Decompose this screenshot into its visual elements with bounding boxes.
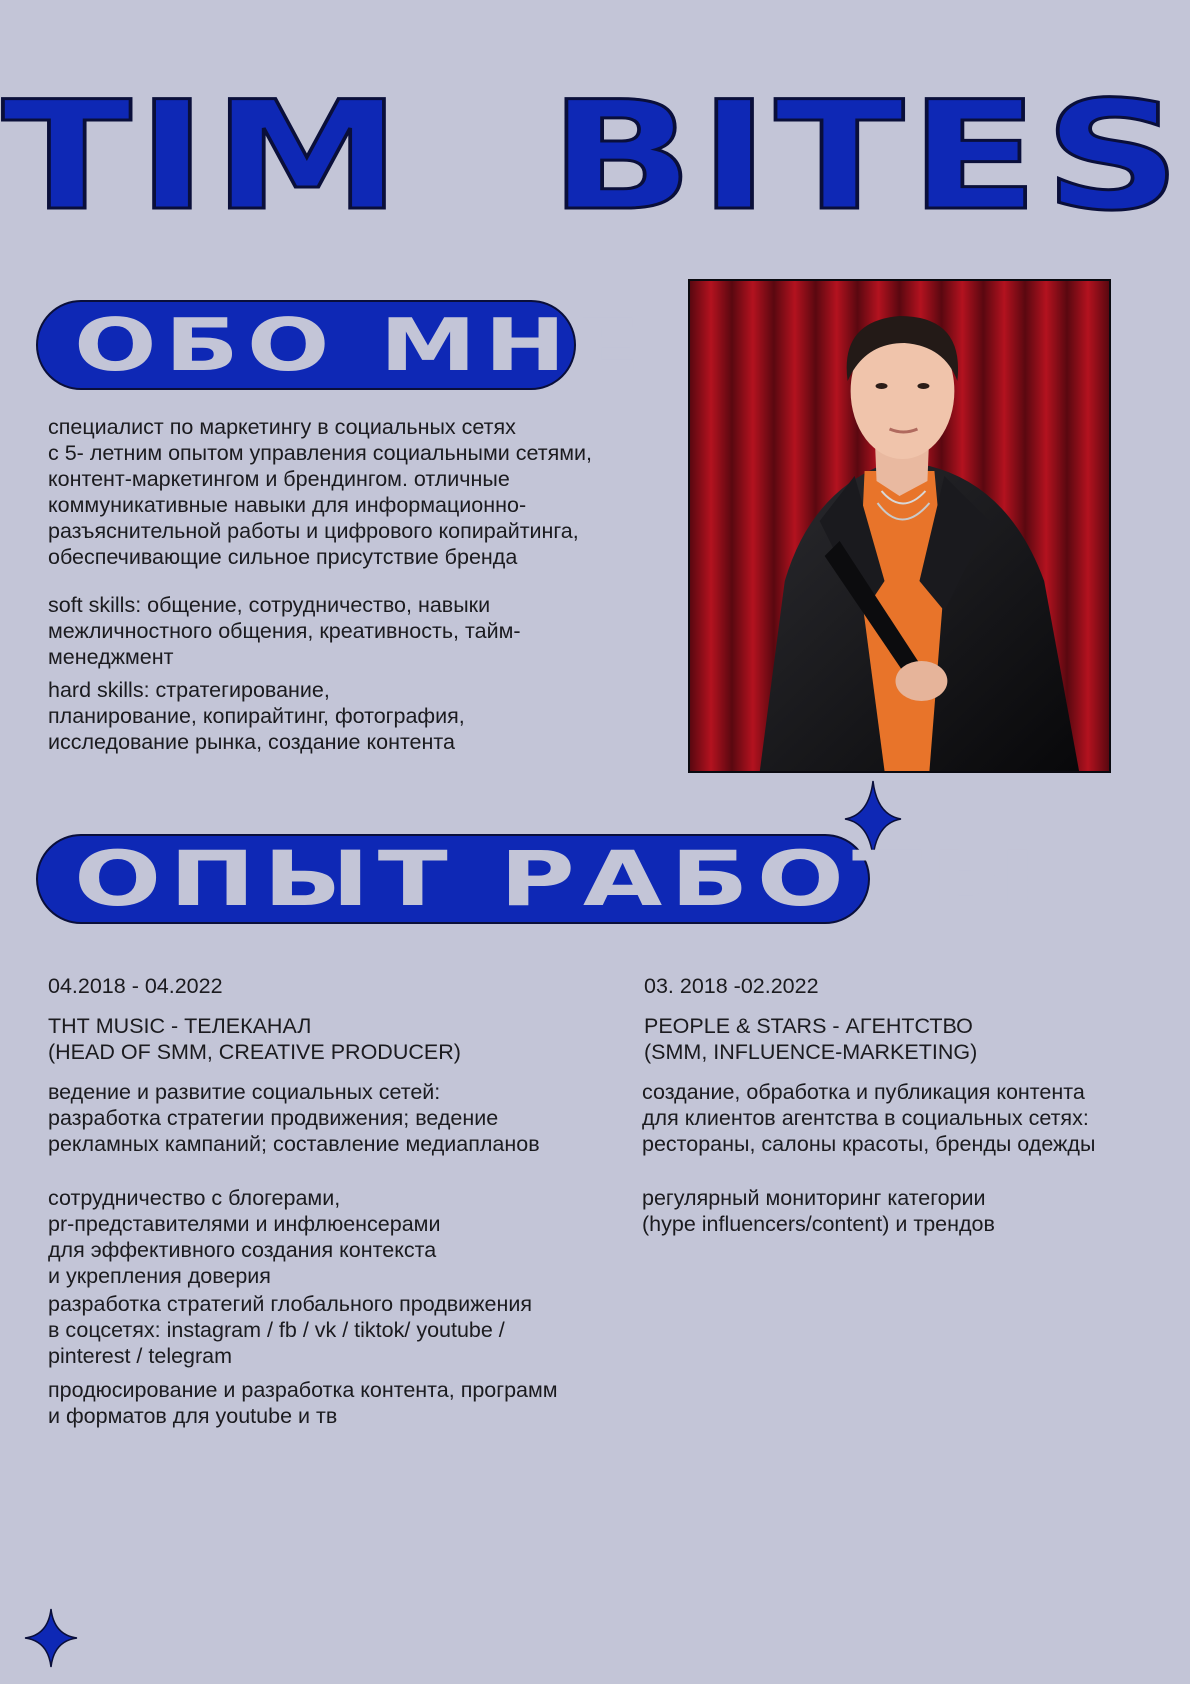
job-2-role: (SMM, INFLUENCE-MARKETING) — [644, 1040, 978, 1064]
duty-line: сотрудничество с блогерами, — [48, 1186, 341, 1210]
duty-line: ведение и развитие социальных сетей: — [48, 1080, 441, 1104]
hard-skills-line: hard skills: стратегирование, — [48, 678, 330, 702]
soft-skills-line: менеджмент — [48, 645, 174, 669]
portrait-illustration — [690, 281, 1109, 771]
about-section-title: ОБО МНЕ — [74, 303, 649, 387]
job-1-duty — [48, 1377, 558, 1429]
duty-line: рекламных кампаний; составление медиапланов — [48, 1132, 540, 1156]
duty-line: и укрепления доверия — [48, 1264, 271, 1288]
duty-line: pr-представителями и инфлюенсерами — [48, 1212, 441, 1236]
job-1-duty — [48, 1291, 532, 1369]
duty-line: рестораны, салоны красоты, бренды одежды — [642, 1132, 1096, 1156]
soft-skills-line: межличностного общения, креативность, тайм- — [48, 619, 521, 643]
hard-skills-line: исследование рынка, создание контента — [48, 730, 455, 754]
job-1-duty — [48, 1185, 440, 1289]
bio-line: с 5- летним опытом управления социальными сетями, — [48, 441, 593, 465]
job-1-title — [48, 1013, 461, 1065]
duty-line: (hype influencers/content) и трендов — [642, 1212, 995, 1236]
duty-line: и форматов для youtube и тв — [48, 1404, 338, 1428]
job-1-duty — [48, 1079, 540, 1157]
duty-line: для клиентов агентства в социальных сетях: — [642, 1106, 1089, 1130]
bio-paragraph — [48, 414, 592, 570]
experience-section-title: ОПЫТ РАБОТЫ — [74, 834, 1045, 923]
bio-line: контент-маркетингом и брендингом. отличные — [48, 467, 510, 491]
duty-line: регулярный мониторинг категории — [642, 1186, 986, 1210]
bio-line: специалист по маркетингу в социальных сетях — [48, 415, 516, 439]
duty-line: создание, обработка и публикация контента — [642, 1080, 1085, 1104]
portrait-photo — [688, 279, 1111, 773]
bio-line: разъяснительной работы и цифрового копирайтинга, — [48, 519, 579, 543]
job-2-duty — [642, 1079, 1095, 1157]
name-heading — [0, 70, 1190, 230]
soft-skills-line: soft skills: общение, сотрудничество, навыки — [48, 593, 491, 617]
experience-section-header — [36, 834, 1045, 924]
job-1-role: (HEAD OF SMM, CREATIVE PRODUCER) — [48, 1040, 461, 1064]
duty-line: продюсирование и разработка контента, программ — [48, 1378, 558, 1402]
duty-line: разработка стратегий глобального продвижения — [48, 1292, 533, 1316]
soft-skills-paragraph — [48, 592, 521, 670]
job-2-duty — [642, 1185, 995, 1237]
duty-line: разработка стратегии продвижения; ведение — [48, 1106, 499, 1130]
job-1-dates: 04.2018 - 04.2022 — [48, 974, 223, 998]
bio-line: коммуникативные навыки для информационно- — [48, 493, 527, 517]
duty-line: для эффективного создания контекста — [48, 1238, 437, 1262]
job-1-company: ТНТ MUSIC - ТЕЛЕКАНАЛ — [48, 1014, 312, 1038]
job-2-dates: 03. 2018 -02.2022 — [644, 974, 819, 998]
duty-line: pinterest / telegram — [48, 1344, 233, 1368]
hard-skills-paragraph — [48, 677, 465, 755]
sparkle-icon — [24, 1608, 78, 1668]
about-section-header — [36, 300, 649, 390]
name-heading-text: TIM BITES — [2, 70, 1186, 230]
job-2-company: PEOPLE & STARS - АГЕНТСТВО — [644, 1014, 973, 1038]
duty-line: в соцсетях: instagram / fb / vk / tiktok/ youtube / — [48, 1318, 505, 1342]
bio-line: обеспечивающие сильное присутствие бренда — [48, 545, 518, 569]
hard-skills-line: планирование, копирайтинг, фотография, — [48, 704, 465, 728]
job-2-title — [644, 1013, 977, 1065]
